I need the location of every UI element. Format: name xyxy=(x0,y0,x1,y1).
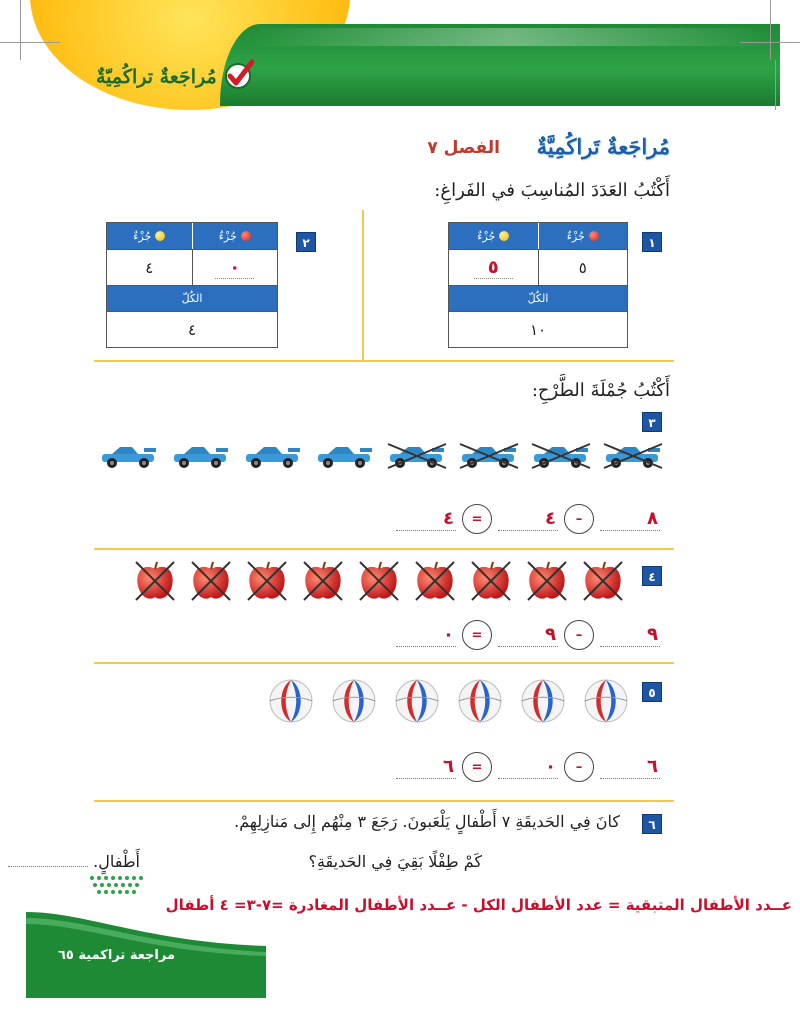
apple-icon xyxy=(246,560,288,602)
equals-circle[interactable]: = xyxy=(462,752,492,782)
beach-ball-icon xyxy=(520,678,566,724)
equation-q3 xyxy=(396,504,660,534)
toy-car-icon xyxy=(602,442,664,470)
minus-circle[interactable]: – xyxy=(564,504,594,534)
handwritten-solution: عــدد الأطفال المتبقية = عدد الأطفال الكل - عــدد الأطفال المغادرة =٧-٣= ٤ أطفال xyxy=(165,896,792,914)
beach-ball-icon xyxy=(268,678,314,724)
crop-mark xyxy=(775,60,776,110)
section-divider xyxy=(94,662,674,664)
checkmark-icon xyxy=(222,58,256,92)
whole-header: الكُلّ xyxy=(449,285,627,311)
apple-icon xyxy=(414,560,456,602)
apple-icon xyxy=(582,560,624,602)
equation-minuend[interactable]: ٩ xyxy=(600,623,660,647)
part-header: جُزْءٌ xyxy=(107,223,193,249)
section-divider xyxy=(94,548,674,550)
apple-icon xyxy=(358,560,400,602)
part-whole-table-q1 xyxy=(448,222,628,348)
apple-icon xyxy=(470,560,512,602)
answer-unit: أَطْفالٍ. xyxy=(93,852,140,871)
toy-car-icon xyxy=(314,442,376,470)
ministry-logo-icon xyxy=(86,872,150,902)
apple-icon xyxy=(302,560,344,602)
section-divider xyxy=(94,800,674,802)
whole-value: ١٠ xyxy=(449,311,627,347)
vertical-divider xyxy=(362,210,364,360)
question-number-2: ٢ xyxy=(296,232,316,252)
whole-value: ٤ xyxy=(107,311,277,347)
header-title: مُراجَعةٌ تراكُمِيّةٌ xyxy=(96,66,217,88)
question-number-4: ٤ xyxy=(642,566,662,586)
minus-circle[interactable]: – xyxy=(564,752,594,782)
equation-q5 xyxy=(396,752,660,782)
toy-car-icon xyxy=(98,442,160,470)
whole-header: الكُلّ xyxy=(107,285,277,311)
question-number-5: ٥ xyxy=(642,682,662,702)
equation-subtrahend[interactable]: ٠ xyxy=(498,755,558,779)
chapter-label: الفصل ٧ xyxy=(427,138,500,158)
toy-car-icon xyxy=(458,442,520,470)
balls-row xyxy=(268,678,646,724)
equation-subtrahend[interactable]: ٩ xyxy=(498,623,558,647)
equation-result[interactable]: ٠ xyxy=(396,623,456,647)
beach-ball-icon xyxy=(583,678,629,724)
part-answer[interactable]: ٥ xyxy=(449,250,539,285)
apples-row xyxy=(134,560,638,602)
cars-row xyxy=(98,442,674,470)
instruction-fill-blank: أَكْتُبُ العَدَدَ المُناسِبَ في الفَراغِ: xyxy=(434,180,670,201)
apple-icon xyxy=(526,560,568,602)
equation-result[interactable]: ٤ xyxy=(396,507,456,531)
beach-ball-icon xyxy=(457,678,503,724)
section-divider xyxy=(94,360,674,362)
equation-minuend[interactable]: ٦ xyxy=(600,755,660,779)
toy-car-icon xyxy=(170,442,232,470)
red-dot-icon xyxy=(241,231,251,241)
instruction-subtraction: أَكْتُبُ جُمْلَةَ الطَّرْحِ: xyxy=(531,380,670,401)
page-footer-label: مراجعة تراكمية ٦٥ xyxy=(58,948,175,963)
answer-blank[interactable] xyxy=(8,866,88,867)
beach-ball-icon xyxy=(394,678,440,724)
word-problem-question: كَمْ طِفْلًا بَقِيَ فِي الحَديقَةِ؟ xyxy=(308,852,482,871)
toy-car-icon xyxy=(530,442,592,470)
apple-icon xyxy=(190,560,232,602)
crop-mark xyxy=(20,0,21,60)
part-value: ٤ xyxy=(107,250,193,285)
word-problem-text: كانَ فِي الحَديقَةِ ٧ أَطْفالٍ يَلْعَبونَ. رَجَعَ ٣ مِنْهُم إِلى مَنازِلِهِمْ. xyxy=(234,812,620,831)
part-header: جُزْءٌ xyxy=(193,223,278,249)
equation-minuend[interactable]: ٨ xyxy=(600,507,660,531)
toy-car-icon xyxy=(242,442,304,470)
minus-circle[interactable]: – xyxy=(564,620,594,650)
section-title: مُراجَعةٌ تَراكُمِيَّةٌ xyxy=(536,134,670,159)
yellow-dot-icon xyxy=(499,231,509,241)
equation-result[interactable]: ٦ xyxy=(396,755,456,779)
part-whole-table-q2 xyxy=(106,222,278,348)
crop-mark xyxy=(0,42,60,43)
equals-circle[interactable]: = xyxy=(462,620,492,650)
crop-mark xyxy=(740,42,800,43)
part-answer[interactable]: ٠ xyxy=(193,250,278,285)
equation-q4 xyxy=(396,620,660,650)
equation-subtrahend[interactable]: ٤ xyxy=(498,507,558,531)
part-header: جُزْءٌ xyxy=(539,223,628,249)
crop-mark xyxy=(770,0,771,60)
apple-icon xyxy=(134,560,176,602)
equals-circle[interactable]: = xyxy=(462,504,492,534)
red-dot-icon xyxy=(589,231,599,241)
header-band xyxy=(0,0,800,112)
yellow-dot-icon xyxy=(155,231,165,241)
question-number-3: ٣ xyxy=(642,412,662,432)
word-problem-answer xyxy=(8,852,140,871)
part-value: ٥ xyxy=(578,258,587,277)
part-header: جُزْءٌ xyxy=(449,223,539,249)
toy-car-icon xyxy=(386,442,448,470)
question-number-6: ٦ xyxy=(642,814,662,834)
question-number-1: ١ xyxy=(642,232,662,252)
beach-ball-icon xyxy=(331,678,377,724)
